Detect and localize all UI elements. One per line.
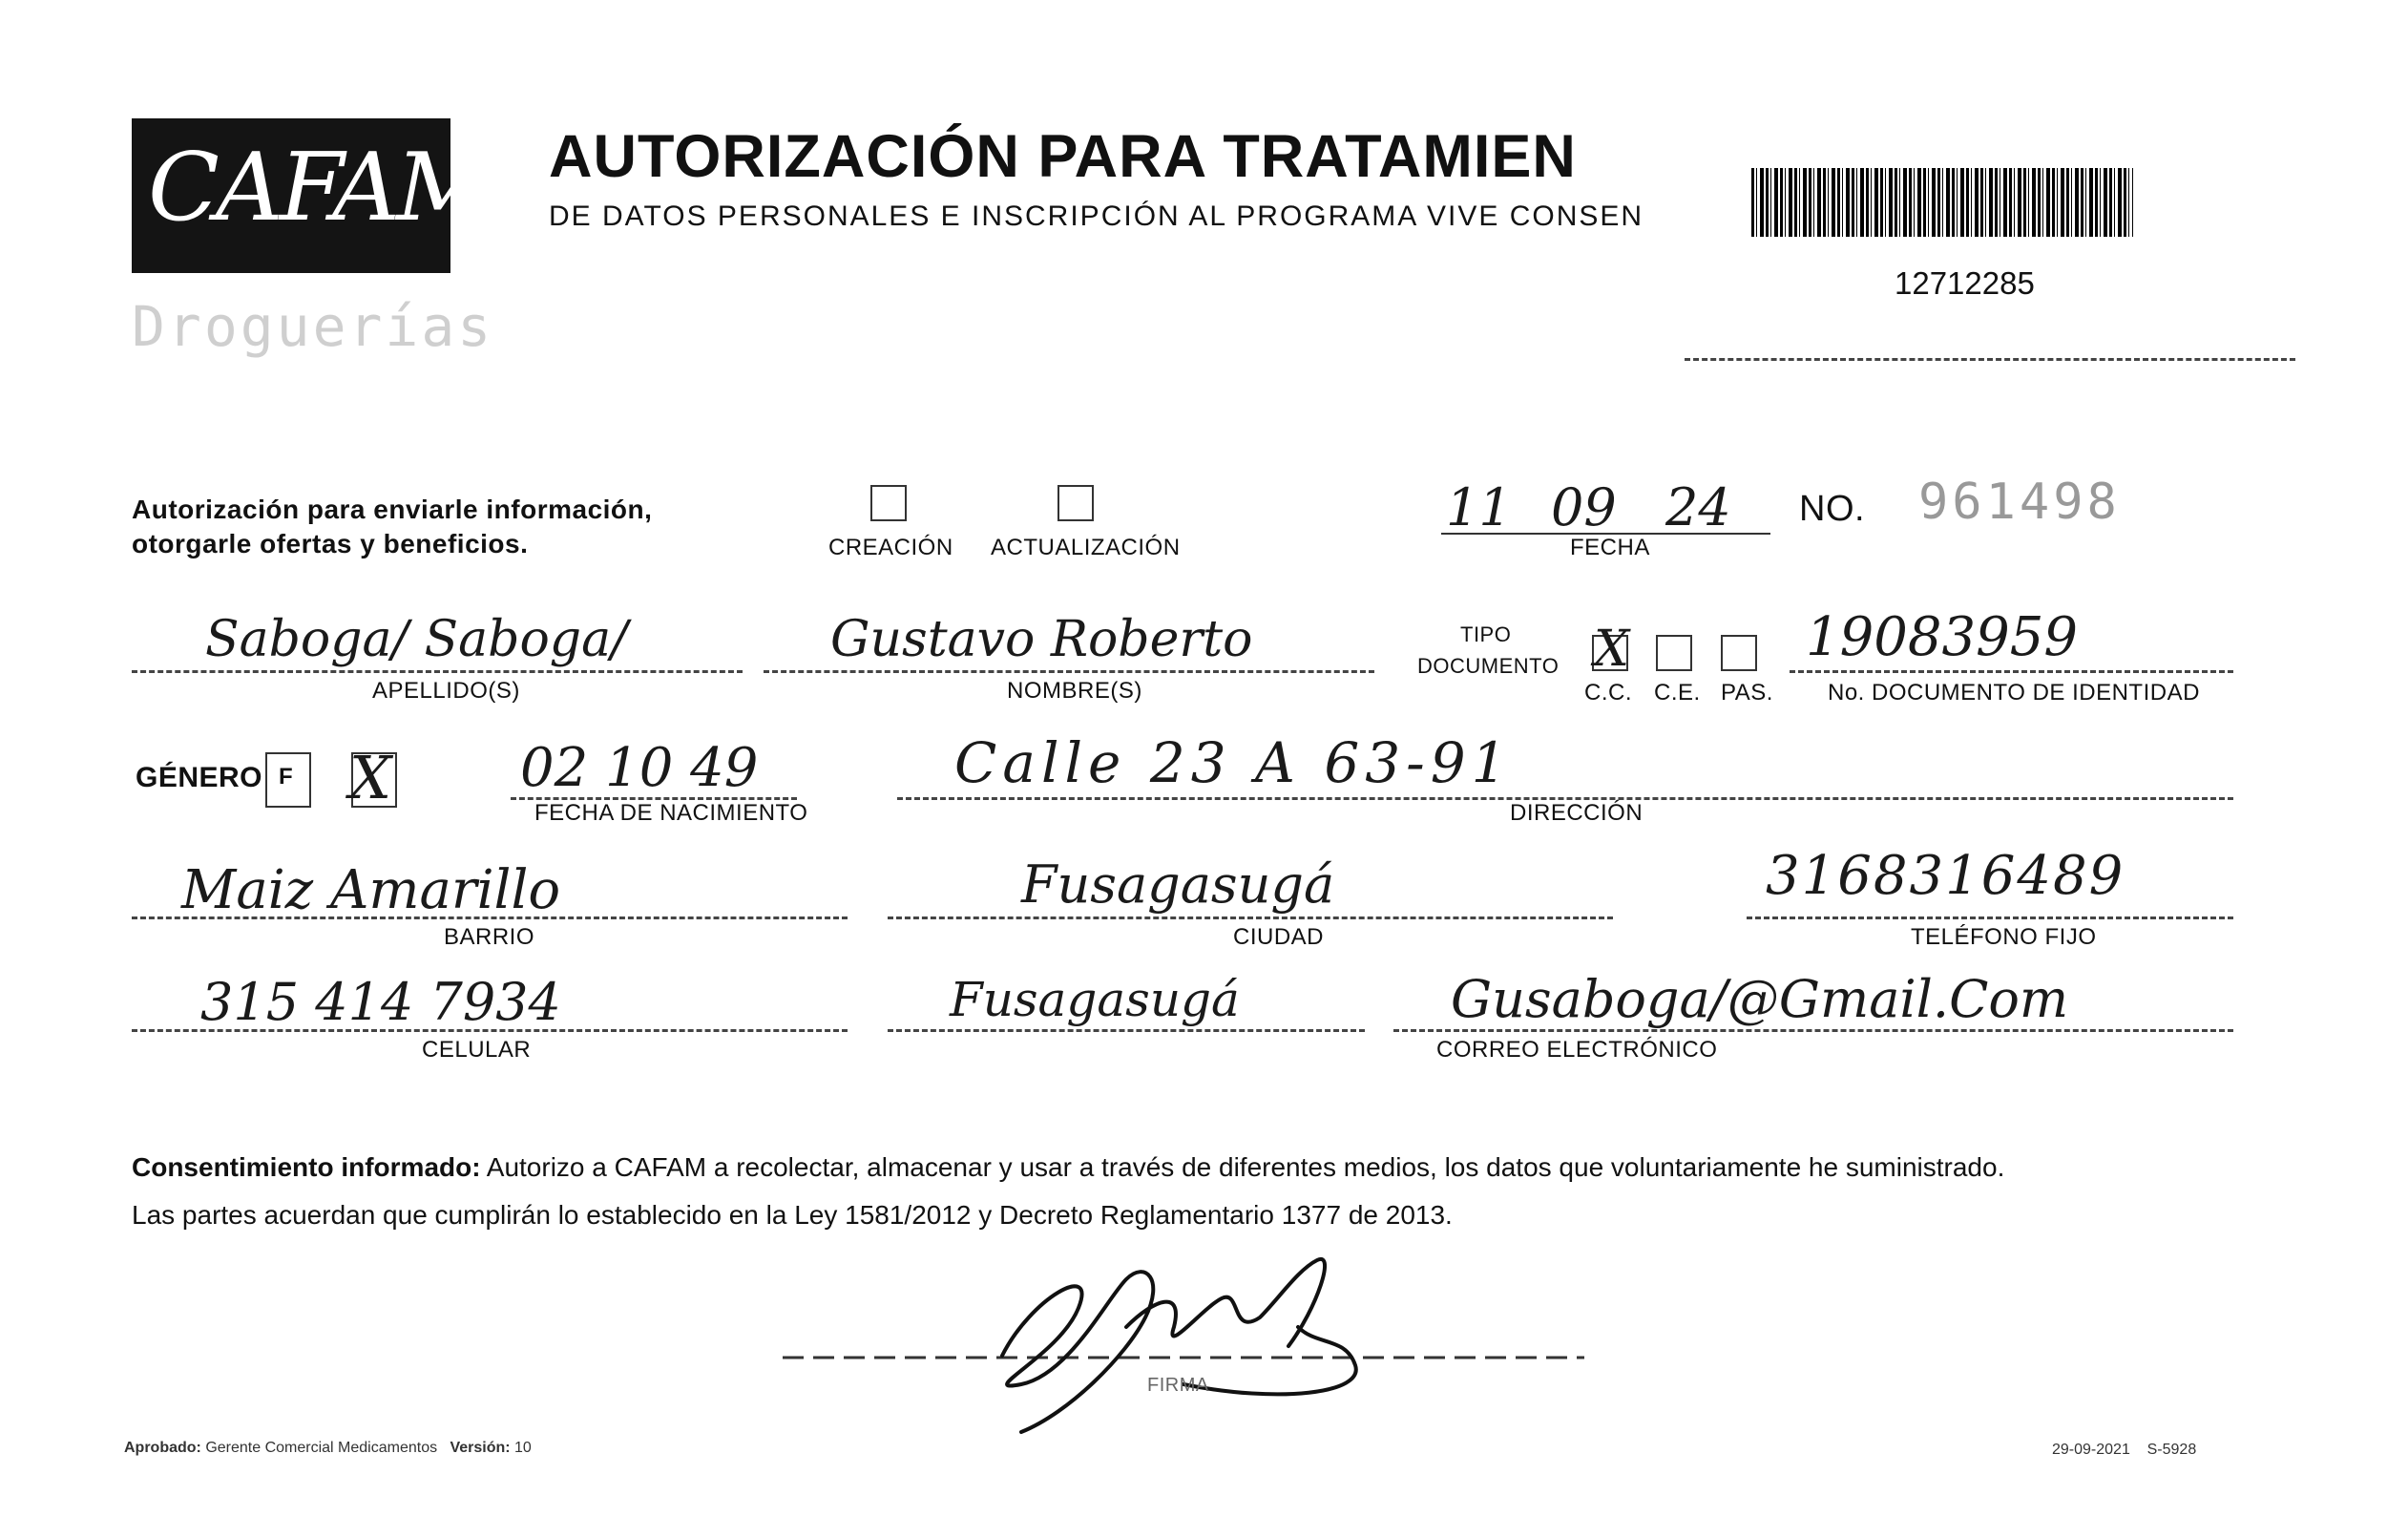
telefono-line xyxy=(1747,916,2233,919)
genero-m-mark: X xyxy=(349,743,392,812)
documento-line xyxy=(1790,670,2233,673)
cc-label: C.C. xyxy=(1584,680,1632,706)
creacion-checkbox[interactable] xyxy=(870,485,907,521)
genero-label: GÉNERO xyxy=(136,762,263,793)
ce-checkbox[interactable] xyxy=(1656,635,1692,671)
barrio-line xyxy=(132,916,848,919)
fecha-nacimiento-label: FECHA DE NACIMIENTO xyxy=(534,800,808,826)
pas-checkbox[interactable] xyxy=(1721,635,1757,671)
approved-label: Aprobado: xyxy=(124,1440,201,1456)
page-subtitle: DE DATOS PERSONALES E INSCRIPCIÓN AL PROGRAMA VIVE CONSEN xyxy=(549,200,1644,232)
direccion-value: Calle 23 A 63-91 xyxy=(954,730,1513,795)
correo-line xyxy=(1393,1029,2233,1032)
footer-date-code xyxy=(2052,1442,2196,1459)
tipo-doc-label-bottom: DOCUMENTO xyxy=(1417,654,1560,678)
telefono-label: TELÉFONO FIJO xyxy=(1911,924,2097,950)
date-label: FECHA xyxy=(1570,535,1650,560)
footer-code: S-5928 xyxy=(2146,1442,2197,1458)
tipo-doc-label-top: TIPO xyxy=(1460,622,1512,646)
consent-text-2: Las partes acuerdan que cumplirán lo establecido en la Ley 1581/2012 y Decreto Reglamentario 1377 de 2013. xyxy=(132,1200,1453,1230)
barrio-label: BARRIO xyxy=(444,924,535,950)
documento-label: No. DOCUMENTO DE IDENTIDAD xyxy=(1828,680,2200,706)
correo-value: Gusaboga/@Gmail.Com xyxy=(1451,969,2069,1029)
barrio-value: Maiz Amarillo xyxy=(181,859,561,921)
apellidos-label: APELLIDO(S) xyxy=(372,678,520,704)
page-title: AUTORIZACIÓN PARA TRATAMIEN xyxy=(549,123,1577,190)
ce-label: C.E. xyxy=(1654,680,1701,706)
barcode-number: 12712285 xyxy=(1895,265,2035,301)
telefono-value: 3168316489 xyxy=(1766,845,2125,907)
direccion-label: DIRECCIÓN xyxy=(1510,800,1644,826)
celular-value: 315 414 7934 xyxy=(200,972,561,1032)
fecha-nacimiento-value: 02 10 49 xyxy=(520,737,759,799)
date-day: 11 xyxy=(1446,477,1512,537)
ciudad2-value: Fusagasugá xyxy=(950,972,1240,1027)
sub-brand: Droguerías xyxy=(132,294,494,359)
creacion-label: CREACIÓN xyxy=(828,535,953,560)
nombres-line xyxy=(764,670,1374,673)
date-month: 09 xyxy=(1551,477,1617,537)
actualizacion-label: ACTUALIZACIÓN xyxy=(991,535,1181,560)
footer-date: 29-09-2021 xyxy=(2052,1442,2130,1458)
form-number-value: 961498 xyxy=(1918,474,2121,531)
ciudad2-line xyxy=(888,1029,1365,1032)
form-number-label: NO. xyxy=(1799,489,1866,529)
divider xyxy=(1685,358,2295,361)
ciudad-line xyxy=(888,916,1613,919)
nombres-label: NOMBRE(S) xyxy=(1007,678,1142,704)
correo-label: CORREO ELECTRÓNICO xyxy=(1436,1037,1718,1063)
version-label: Versión: xyxy=(450,1440,511,1456)
cafam-logo: CAFAM xyxy=(148,134,489,242)
documento-value: 19083959 xyxy=(1806,606,2079,668)
signature xyxy=(783,1241,1603,1451)
consent-paragraph xyxy=(132,1144,2260,1239)
barcode xyxy=(1751,168,2133,237)
intro-line-1: Autorización para enviarle información, xyxy=(132,495,653,524)
cc-mark: X xyxy=(1594,621,1630,678)
nombres-value: Gustavo Roberto xyxy=(830,611,1253,668)
actualizacion-checkbox[interactable] xyxy=(1057,485,1094,521)
ciudad-value: Fusagasugá xyxy=(1021,854,1335,915)
apellidos-line xyxy=(132,670,743,673)
celular-label: CELULAR xyxy=(422,1037,532,1063)
genero-f-label: F xyxy=(279,764,294,790)
intro-line-2: otorgarle ofertas y beneficios. xyxy=(132,529,529,558)
footer-approved xyxy=(124,1440,532,1457)
approved-value: Gerente Comercial Medicamentos xyxy=(205,1440,438,1456)
version-value: 10 xyxy=(514,1440,532,1456)
ciudad-label: CIUDAD xyxy=(1233,924,1325,950)
consent-text-1: Autorizo a CAFAM a recolectar, almacenar y usar a través de diferentes medios, los datos que voluntariamente he suministrado. xyxy=(486,1152,2005,1182)
pas-label: PAS. xyxy=(1721,680,1773,706)
date-year: 24 xyxy=(1665,477,1731,537)
signature-label: FIRMA xyxy=(1147,1375,1209,1396)
celular-line xyxy=(132,1029,848,1032)
consent-heading: Consentimiento informado: xyxy=(132,1152,481,1182)
apellidos-value: Saboga/ Saboga/ xyxy=(205,611,628,668)
